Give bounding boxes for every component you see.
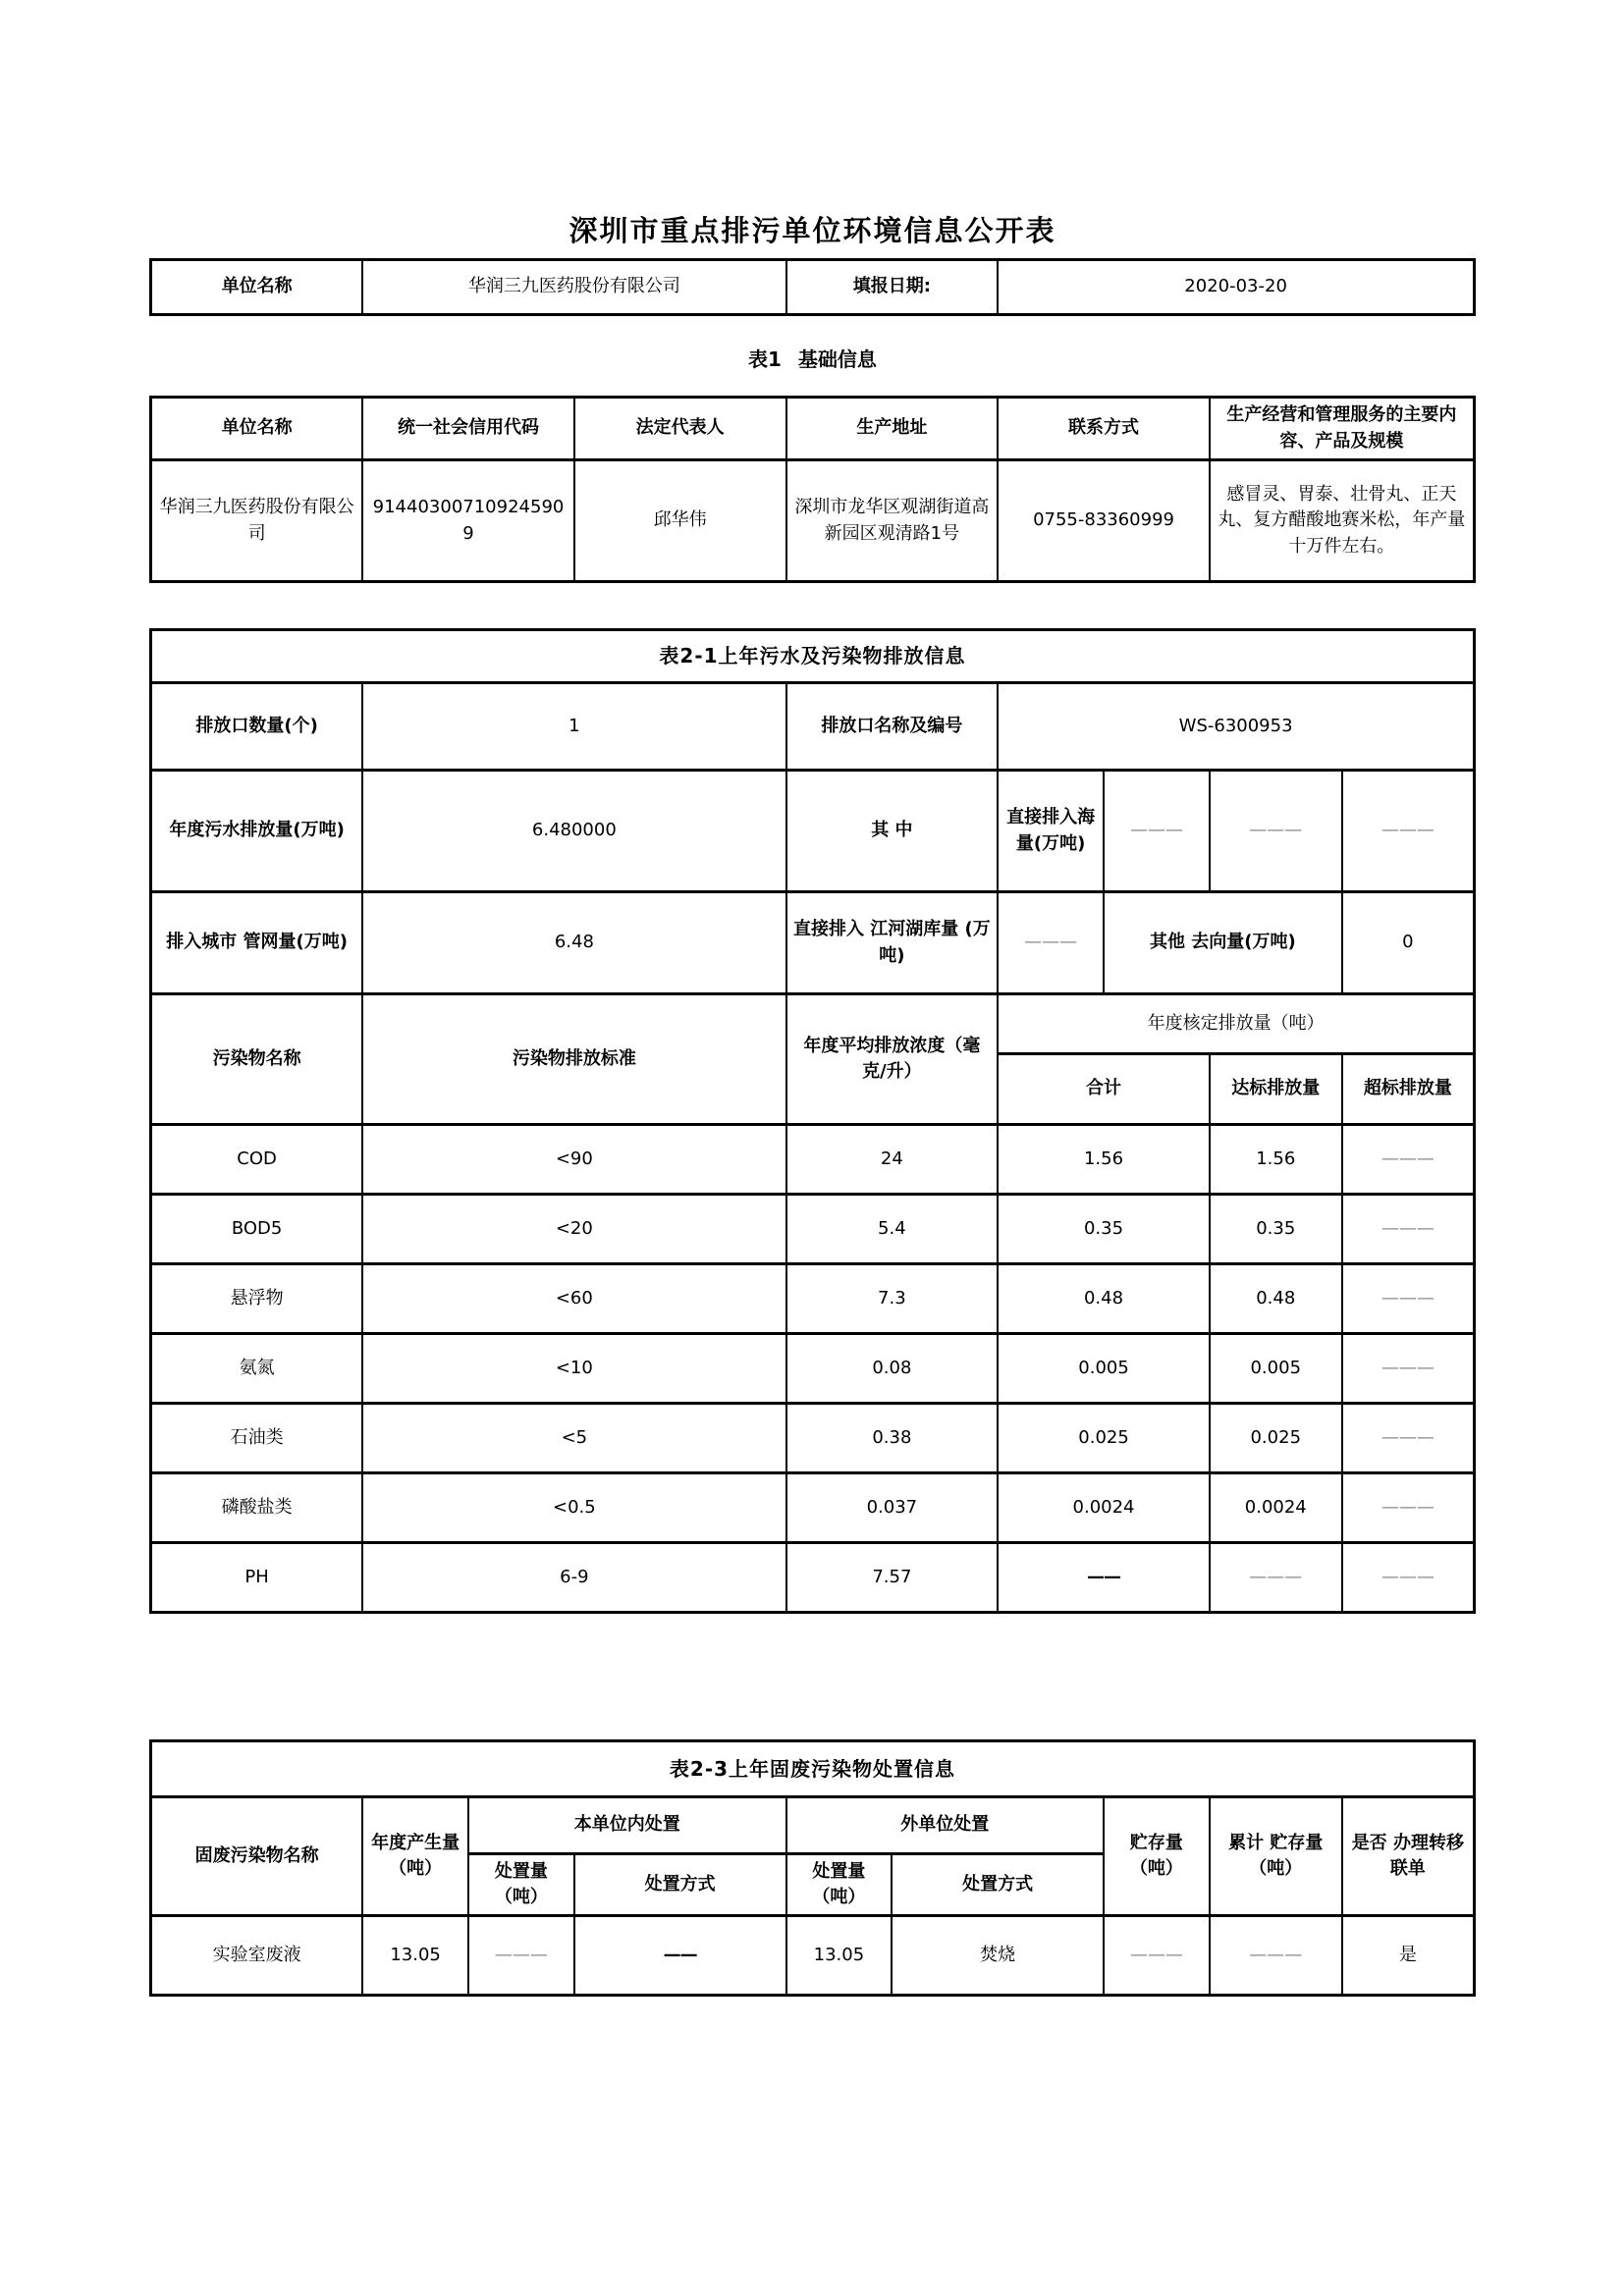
cell-unit-name: 华润三九医药股份有限公司: [151, 460, 363, 582]
col-header-transfer-manifest: 是否 办理转移联单: [1342, 1797, 1475, 1916]
pollutant-name: 石油类: [151, 1404, 363, 1473]
pollutant-over: ———: [1342, 1543, 1475, 1613]
pollutant-over: ———: [1342, 1473, 1475, 1543]
pollutant-name: COD: [151, 1125, 363, 1195]
waste-onsite-amount: ———: [468, 1916, 574, 1996]
cell-address: 深圳市龙华区观湖街道高新园区观清路1号: [786, 460, 999, 582]
pollutant-name: 磷酸盐类: [151, 1473, 363, 1543]
col-header-onsite-amount: 处置量（吨）: [468, 1854, 574, 1916]
table-row: [151, 892, 1475, 994]
col-header-avg-concentration: 年度平均排放浓度（毫克/升）: [786, 994, 999, 1125]
cell-business-scope: 感冒灵、胃泰、壮骨丸、正天丸、复方醋酸地赛米松，年产量十万件左右。: [1210, 460, 1475, 582]
waste-row-lab-liquid: [151, 1916, 1475, 1996]
waste-annual-output: 13.05: [362, 1916, 468, 1996]
col-header-address: 生产地址: [786, 398, 999, 460]
col-header-pollutant-name: 污染物名称: [151, 994, 363, 1125]
waste-storage: ———: [1104, 1916, 1210, 1996]
pollutant-standard: <10: [362, 1334, 785, 1404]
col-header-onsite-disposal: 本单位内处置: [468, 1797, 786, 1854]
unit-name-label: 单位名称: [151, 260, 363, 315]
pollutant-row-ph: [151, 1543, 1475, 1613]
pollutant-total: 0.0024: [998, 1473, 1210, 1543]
solid-waste-table: [149, 1739, 1476, 1997]
cell-contact: 0755-83360999: [998, 460, 1210, 582]
pollutant-total: 1.56: [998, 1125, 1210, 1195]
pollutant-avg: 7.3: [786, 1264, 999, 1334]
pollutant-total: 0.35: [998, 1195, 1210, 1264]
pollutant-standard: <0.5: [362, 1473, 785, 1543]
pollutant-total: 0.005: [998, 1334, 1210, 1404]
sea-discharge-label: 直接排入海量(万吨): [998, 771, 1104, 892]
cell-credit-code: 914403007109245909: [362, 460, 574, 582]
waste-transfer-manifest: 是: [1342, 1916, 1475, 1996]
pipe-network-value: 6.48: [362, 892, 785, 994]
pollutant-standard: <5: [362, 1404, 785, 1473]
col-header-business-scope: 生产经营和管理服务的主要内容、产品及规模: [1210, 398, 1475, 460]
table-row: [151, 460, 1475, 582]
waste-name: 实验室废液: [151, 1916, 363, 1996]
pollutant-name: BOD5: [151, 1195, 363, 1264]
col-header-credit-code: 统一社会信用代码: [362, 398, 574, 460]
pollutant-within: 1.56: [1210, 1125, 1342, 1195]
pollutant-standard: <20: [362, 1195, 785, 1264]
pollutant-within: 0.35: [1210, 1195, 1342, 1264]
pollutant-row-petroleum: [151, 1404, 1475, 1473]
col-header-unit-name: 单位名称: [151, 398, 363, 460]
river-discharge-value: ———: [998, 892, 1104, 994]
col-header-within-standard: 达标排放量: [1210, 1054, 1342, 1125]
waste-cumulative-storage: ———: [1210, 1916, 1342, 1996]
waste-offsite-amount: 13.05: [786, 1916, 893, 1996]
pollutant-avg: 0.38: [786, 1404, 999, 1473]
wastewater-table: [149, 628, 1476, 1614]
page-title: 深圳市重点排污单位环境信息公开表: [568, 214, 1056, 247]
pollutant-avg: 0.08: [786, 1334, 999, 1404]
col-header-offsite-method: 处置方式: [892, 1854, 1104, 1916]
waste-offsite-method: 焚烧: [892, 1916, 1104, 1996]
pipe-network-label: 排入城市 管网量(万吨): [151, 892, 363, 994]
pollutant-avg: 0.037: [786, 1473, 999, 1543]
col-header-over-standard: 超标排放量: [1342, 1054, 1475, 1125]
pollutant-over: ———: [1342, 1334, 1475, 1404]
pollutant-within: 0.005: [1210, 1334, 1342, 1404]
table-row: [151, 1741, 1475, 1797]
pollutant-over: ———: [1342, 1264, 1475, 1334]
pollutant-avg: 24: [786, 1125, 999, 1195]
pollutant-row-bod5: [151, 1195, 1475, 1264]
river-discharge-label: 直接排入 江河湖库量 (万吨): [786, 892, 999, 994]
outlet-name-label: 排放口名称及编号: [786, 683, 999, 771]
pollutant-within: ———: [1210, 1543, 1342, 1613]
among-label: 其 中: [786, 771, 999, 892]
sea-discharge-dash-3: ———: [1342, 771, 1475, 892]
table1-caption: 表1 基础信息: [748, 347, 877, 371]
outlet-count-label: 排放口数量(个): [151, 683, 363, 771]
col-header-total: 合计: [998, 1054, 1210, 1125]
pollutant-row-ammonia: [151, 1334, 1475, 1404]
col-header-contact: 联系方式: [998, 398, 1210, 460]
pollutant-total: 0.48: [998, 1264, 1210, 1334]
table-row: [151, 630, 1475, 683]
pollutant-within: 0.0024: [1210, 1473, 1342, 1543]
pollutant-row-suspended-solids: [151, 1264, 1475, 1334]
pollutant-name: 氨氮: [151, 1334, 363, 1404]
pollutant-name: PH: [151, 1543, 363, 1613]
col-header-cumulative-storage: 累计 贮存量（吨）: [1210, 1797, 1342, 1916]
pollutant-standard: <90: [362, 1125, 785, 1195]
table-row: [151, 771, 1475, 892]
table-row: [151, 683, 1475, 771]
table-row: [151, 260, 1475, 315]
col-header-onsite-method: 处置方式: [574, 1854, 786, 1916]
pollutant-total: ——: [998, 1543, 1210, 1613]
pollutant-standard: <60: [362, 1264, 785, 1334]
col-header-offsite-disposal: 外单位处置: [786, 1797, 1105, 1854]
unit-header-table: [149, 258, 1476, 316]
col-header-legal-rep: 法定代表人: [574, 398, 786, 460]
sea-discharge-dash-1: ———: [1104, 771, 1210, 892]
pollutant-standard: 6-9: [362, 1543, 785, 1613]
pollutant-row-cod: [151, 1125, 1475, 1195]
table-row: [151, 1797, 1475, 1854]
table-row: [151, 994, 1475, 1054]
outlet-count-value: 1: [362, 683, 785, 771]
sea-discharge-dash-2: ———: [1210, 771, 1342, 892]
other-destination-label: 其他 去向量(万吨): [1104, 892, 1342, 994]
pollutant-over: ———: [1342, 1125, 1475, 1195]
pollutant-over: ———: [1342, 1195, 1475, 1264]
table-row: [151, 398, 1475, 460]
col-header-storage: 贮存量（吨）: [1104, 1797, 1210, 1916]
unit-name-value: 华润三九医药股份有限公司: [362, 260, 785, 315]
report-date-label: 填报日期:: [786, 260, 999, 315]
pollutant-avg: 7.57: [786, 1543, 999, 1613]
col-header-annual-output: 年度产生量（吨）: [362, 1797, 468, 1916]
pollutant-row-phosphate: [151, 1473, 1475, 1543]
annual-discharge-label: 年度污水排放量(万吨): [151, 771, 363, 892]
basic-info-table: [149, 396, 1476, 583]
other-destination-value: 0: [1342, 892, 1475, 994]
col-header-standard: 污染物排放标准: [362, 994, 785, 1125]
outlet-name-value: WS-6300953: [998, 683, 1474, 771]
pollutant-over: ———: [1342, 1404, 1475, 1473]
col-header-waste-name: 固废污染物名称: [151, 1797, 363, 1916]
pollutant-avg: 5.4: [786, 1195, 999, 1264]
table23-caption: 表2-3上年固废污染物处置信息: [151, 1741, 1475, 1797]
waste-onsite-method: ——: [574, 1916, 786, 1996]
col-header-offsite-amount: 处置量（吨）: [786, 1854, 893, 1916]
table21-caption: 表2-1上年污水及污染物排放信息: [151, 630, 1475, 683]
pollutant-within: 0.48: [1210, 1264, 1342, 1334]
pollutant-within: 0.025: [1210, 1404, 1342, 1473]
annual-discharge-value: 6.480000: [362, 771, 785, 892]
report-date-value: 2020-03-20: [998, 260, 1474, 315]
pollutant-total: 0.025: [998, 1404, 1210, 1473]
pollutant-name: 悬浮物: [151, 1264, 363, 1334]
col-header-annual-verified: 年度核定排放量（吨）: [998, 994, 1474, 1054]
cell-legal-rep: 邱华伟: [574, 460, 786, 582]
